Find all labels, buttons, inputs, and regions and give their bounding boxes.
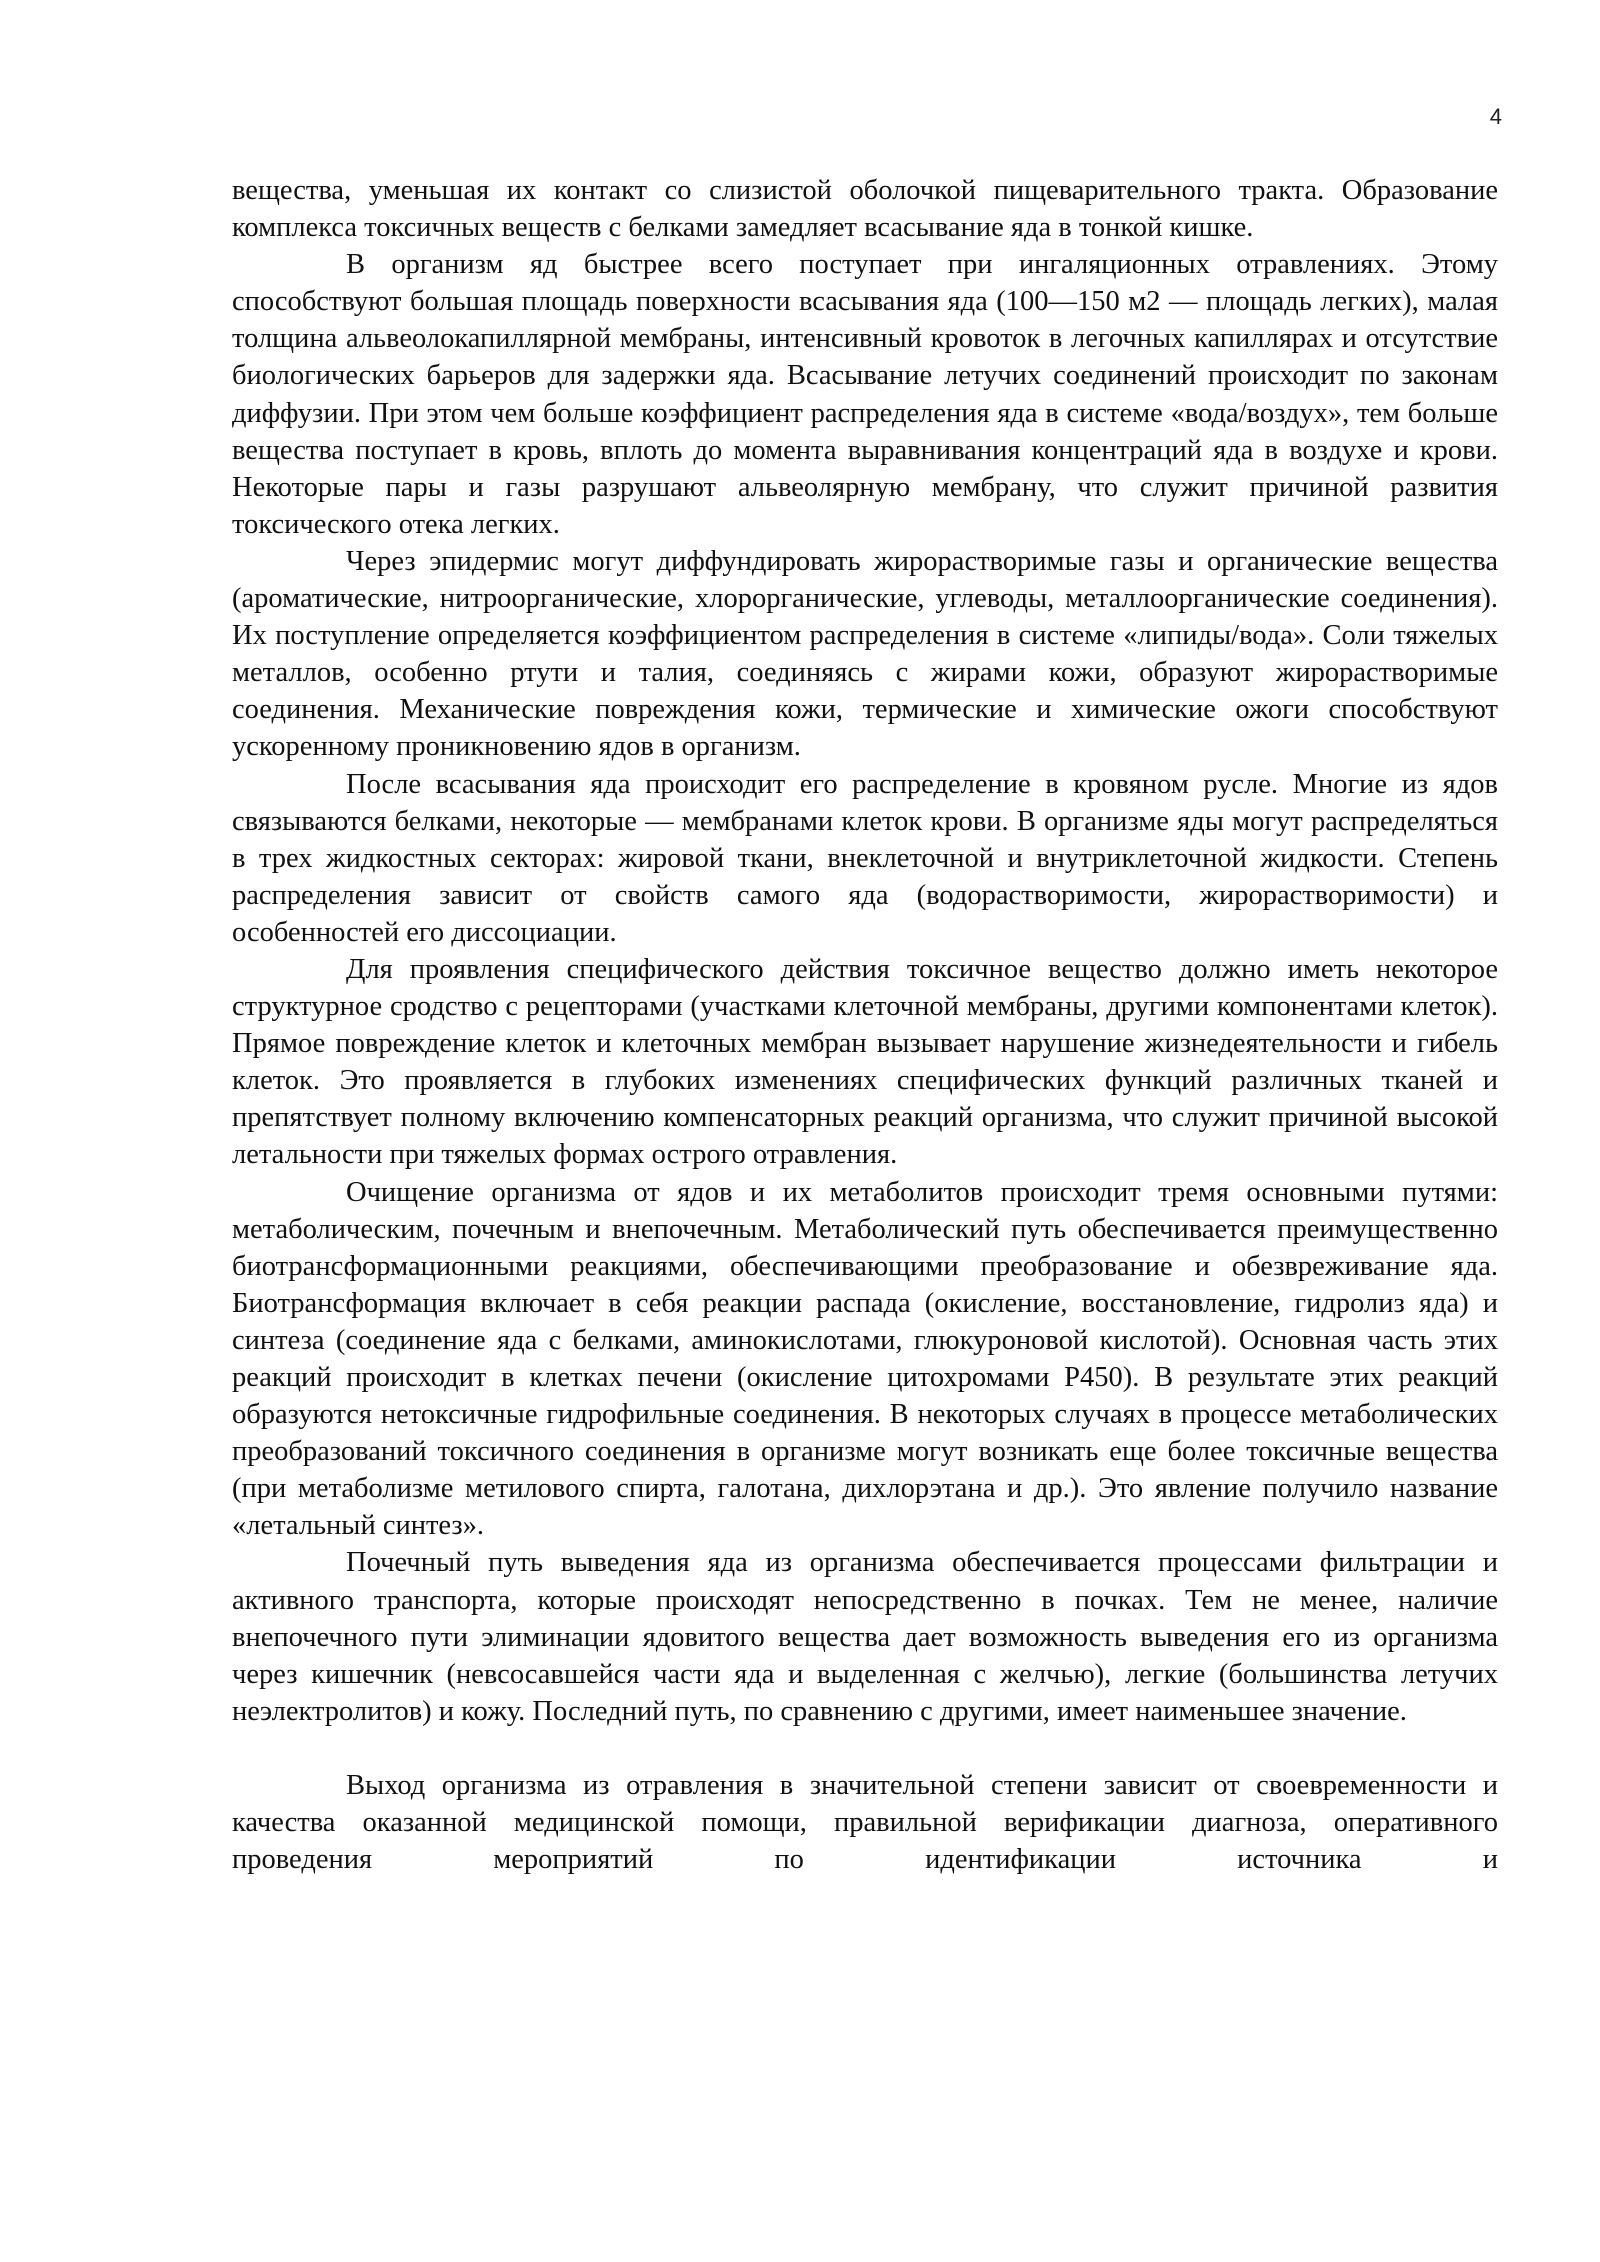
paragraph-inhalation: В организм яд быстрее всего поступает при ингаляционных отравлениях. Этому способствуют большая площадь поверхности всасывания яда (100—150 м2 — площадь легких), малая толщина альвеолокапиллярной мембраны, интенсивный кровоток в легочных капиллярах и отсутствие биологических барьеров для задержки яда. Всасывание летучих соединений происходит по законам диффузии. При этом чем больше коэффициент распределения яда в системе «вода/воздух», тем больше вещества поступает в кровь, вплоть до момента выравнивания концентраций яда в воздухе и крови. Некоторые пары и газы разрушают альвеолярную мембрану, что служит причиной развития токсического отека легких.	[232, 249, 1498, 540]
paragraph-distribution: После всасывания яда происходит его распределение в кровяном русле. Многие из ядов связываются белками, некоторые — мембранами клеток крови. В организме яды могут распределяться в трех жидкостных секторах: жировой ткани, внеклеточной и внутриклеточной жидкости. Степень распределения зависит от свойств самого яда (водорастворимости, жирорастворимости) и особенностей его диссоциации.	[232, 768, 1498, 948]
paragraph-specific-action: Для проявления специфического действия токсичное вещество должно иметь некоторое структурное сродство с рецепторами (участками клеточной мембраны, другими компонентами клеток). Прямое повреждение клеток и клеточных мембран вызывает нарушение жизнедеятельности и гибель клеток. Это проявляется в глубоких изменениях специфических функций различных тканей и препятствует полному включению компенсаторных реакций организма, что служит причиной высокой летальности при тяжелых формах острого отравления.	[232, 953, 1498, 1171]
blank-line	[232, 1730, 1498, 1767]
paragraph-epidermis: Через эпидермис могут диффундировать жирорастворимые газы и органические вещества (ароматические, нитроорганические, хлорорганические, углеводы, металлоорганические соединения). Их поступление определяется коэффициентом распределения в системе «липиды/вода». Соли тяжелых металлов, особенно ртути и талия, соединяясь с жирами кожи, образуют жирорастворимые соединения. Механические повреждения кожи, термические и химические ожоги способствуют ускоренному проникновению ядов в организм.	[232, 545, 1498, 763]
paragraph-renal-path: Почечный путь выведения яда из организма обеспечивается процессами фильтрации и активного транспорта, которые происходят непосредственно в почках. Тем не менее, наличие внепочечного пути элиминации ядовитого вещества дает возможность выведения его из организма через кишечник (невсосавшейся части яда и выделенная с желчью), легкие (большинства летучих неэлектролитов) и кожу. Последний путь, по сравнению с другими, имеет наименьшее значение.	[232, 1547, 1498, 1727]
paragraph-elimination: Очищение организма от ядов и их метаболитов происходит тремя основными путями: метаболическим, почечным и внепочечным. Метаболический путь обеспечивается преимущественно биотрансформационными реакциями, обеспечивающими преобразование и обезвреживание яда. Биотрансформация включает в себя реакции распада (окисление, восстановление, гидролиз яда) и синтеза (соединение яда с белками, аминокислотами, глюкуроновой кислотой). Основная часть этих реакций происходит в клетках печени (окисление цитохромами Р450). В результате этих реакций образуются нетоксичные гидрофильные соединения. В некоторых случаях в процессе метаболических преобразований токсичного соединения в организме могут возникать еще более токсичные вещества (при метаболизме метилового спирта, галотана, дихлорэтана и др.). Это явление получило название «летальный синтез».	[232, 1176, 1498, 1542]
paragraph-continuation: вещества, уменьшая их контакт со слизистой оболочкой пищеварительного тракта. Образование комплекса токсичных веществ с белками замедляет всасывание яда в тонкой кишке.	[232, 175, 1498, 244]
page-number: 4	[1489, 104, 1502, 129]
text-body	[232, 172, 1498, 1878]
paragraph-recovery: Выход организма из отравления в значительной степени зависит от своевременности и качества оказанной медицинской помощи, правильной верификации диагноза, оперативного проведения мероприятий по идентификации источника и	[232, 1770, 1498, 1876]
